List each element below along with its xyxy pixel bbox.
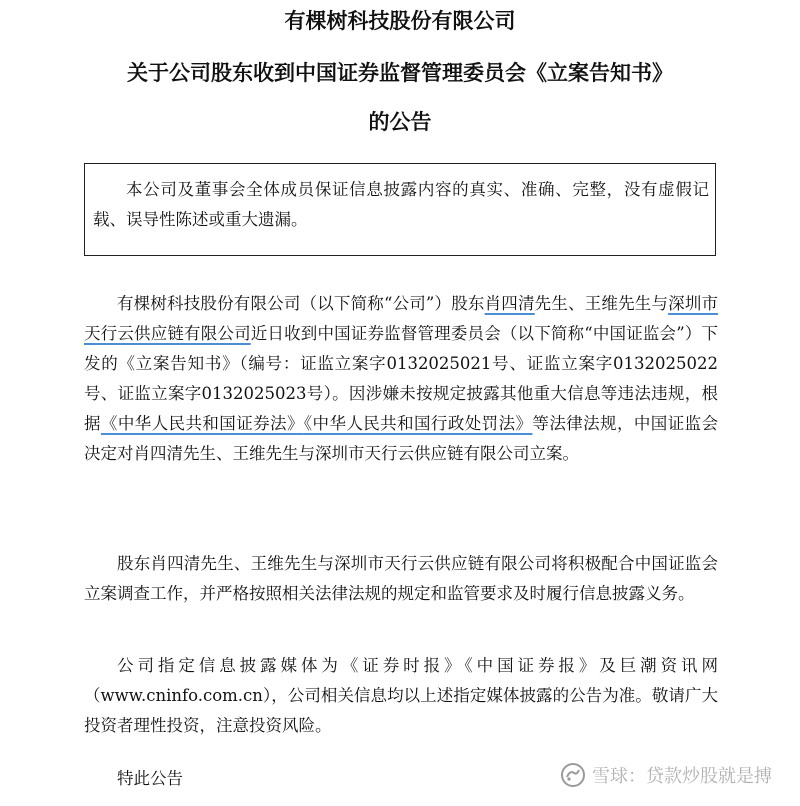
paragraph-text: 近日收到中国证券监督管理委员会（以下简称“中国证监会”）下发的《立案告知书》（编号：证监立案字0132025021号、证监立案字0132025022号、证监立案字0132025023号）。因涉嫌未按规定披露其他重大信息等违法违规，根据 [84, 324, 719, 433]
watermark-text: 雪球：贷款炒股就是搏 [592, 766, 772, 787]
paragraph-text: 有棵树科技股份有限公司（以下简称“公司”）股东 [117, 294, 485, 313]
paragraph-case-notice [84, 289, 718, 469]
administrative-penalty-law-link[interactable]: 《中华人民共和国行政处罚法》 [303, 414, 533, 433]
announcement-title: 关于公司股东收到中国证券监督管理委员会《立案告知书》 [127, 61, 673, 85]
paragraph-media: 公司指定信息披露媒体为《证券时报》《中国证券报》及巨潮资讯网（www.cninfo.com.cn），公司相关信息均以上述指定媒体披露的公告为准。敬请广大投资者理性投资，注意投资风险。 [84, 656, 718, 735]
securities-law-link[interactable]: 《中华人民共和国证券法》 [100, 414, 304, 433]
announcement-title-suffix: 的公告 [368, 110, 432, 134]
paragraph-text: 等法律法规，中国证监会决定对肖四清先生、王维先生与深圳市天行云供应链有限公司立案。 [84, 414, 719, 463]
shareholder-xiao-link[interactable]: 肖四清 [484, 294, 535, 313]
shenzhen-company-link[interactable]: 深圳市天行云供应链有限公司 [84, 294, 719, 343]
closing-line: 特此公告 [117, 769, 183, 788]
paragraph-cooperation: 股东肖四清先生、王维先生与深圳市天行云供应链有限公司将积极配合中国证监会立案调查工作，并严格按照相关法律法规的规定和监管要求及时履行信息披露义务。 [84, 554, 718, 603]
company-title: 有棵树科技股份有限公司 [284, 9, 516, 33]
snowball-watermark [560, 762, 772, 788]
disclaimer-text: 本公司及董事会全体成员保证信息披露内容的真实、准确、完整，没有虚假记载、误导性陈述或重大遗漏。 [93, 180, 709, 229]
disclaimer-box [84, 163, 716, 256]
paragraph-text: 先生、王维先生与 [534, 294, 669, 313]
snowball-icon [560, 762, 586, 788]
